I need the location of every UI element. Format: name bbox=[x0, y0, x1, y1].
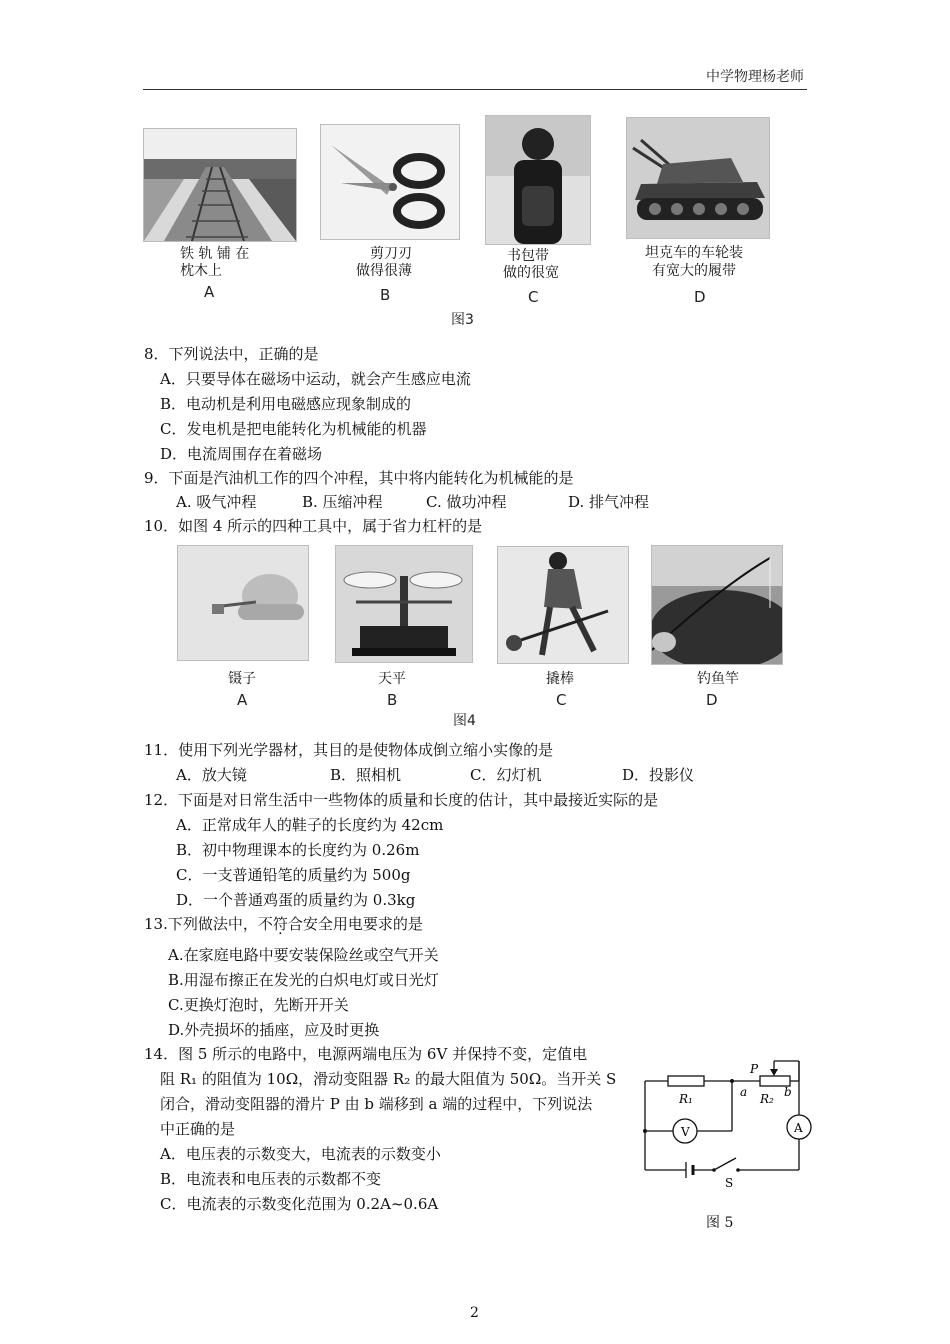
figure4-letter-c: C bbox=[556, 691, 567, 709]
q8-option-a: A．只要导体在磁场中运动，就会产生感应电流 bbox=[160, 370, 471, 388]
q14-option-a: A．电压表的示数变大，电流表的示数变小 bbox=[160, 1145, 441, 1163]
figure4-photo-d-fishing-rod bbox=[651, 545, 783, 665]
q14-line-2: 阻 R₁ 的阻值为 10Ω，滑动变阻器 R₂ 的最大阻值为 50Ω。当开关 S bbox=[160, 1070, 617, 1088]
q8-option-d: D．电流周围存在着磁场 bbox=[160, 445, 323, 463]
figure3-caption-d-line1: 坦克车的车轮装 bbox=[645, 245, 743, 261]
header-rule bbox=[143, 89, 807, 90]
tweezers-image bbox=[178, 546, 308, 660]
figure5-label-ammeter: A bbox=[794, 1121, 803, 1135]
figure3-caption-a-line2: 枕木上 bbox=[180, 263, 222, 279]
q13-stem bbox=[144, 915, 423, 933]
figure4-caption-a: 镊子 bbox=[228, 671, 256, 687]
q13-stem-pre: 13.下列做法中， bbox=[144, 915, 258, 933]
figure3-caption-c-line1: 书包带 bbox=[507, 248, 549, 264]
figure3-photo-b-scissors bbox=[320, 124, 460, 240]
schoolbag-image bbox=[486, 116, 590, 244]
figure3-photo-c-schoolbag bbox=[485, 115, 591, 245]
q11-option-a: A．放大镜 bbox=[176, 766, 247, 784]
figure4-letter-b: B bbox=[387, 691, 398, 709]
crowbar-image bbox=[498, 547, 628, 663]
q8-option-b: B．电动机是利用电磁感应现象制成的 bbox=[160, 395, 412, 413]
figure4-photo-c-crowbar bbox=[497, 546, 629, 664]
q14-line-1: 14．图 5 所示的电路中，电源两端电压为 6V 并保持不变，定值电 bbox=[144, 1045, 588, 1063]
figure4-letter-a: A bbox=[237, 691, 248, 709]
figure5-label-p: P bbox=[750, 1062, 759, 1076]
figure4-caption: 图4 bbox=[453, 713, 476, 729]
figure3-letter-b: B bbox=[380, 286, 391, 304]
figure3-letter-a: A bbox=[204, 283, 215, 301]
q14-line-4: 中正确的是 bbox=[160, 1120, 236, 1138]
figure3-caption-a-line1: 铁 轨 铺 在 bbox=[180, 246, 250, 262]
figure3-caption-c-line2: 做的很宽 bbox=[503, 265, 559, 281]
figure3-caption-b-line1: 剪刀刃 bbox=[370, 246, 412, 262]
q14-option-c: C．电流表的示数变化范围为 0.2A~0.6A bbox=[160, 1195, 439, 1213]
page-number: 2 bbox=[470, 1305, 479, 1321]
figure4-letter-d: D bbox=[706, 691, 718, 709]
q14-line-3: 闭合，滑动变阻器的滑片 P 由 b 端移到 a 端的过程中，下列说法 bbox=[160, 1095, 593, 1113]
q11-option-d: D．投影仪 bbox=[622, 766, 695, 784]
figure3-photo-a-railway bbox=[143, 128, 297, 242]
figure3-photo-d-tank bbox=[626, 117, 770, 239]
q11-stem: 11．使用下列光学器材，其目的是使物体成倒立缩小实像的是 bbox=[144, 741, 554, 759]
q9-option-a: A. 吸气冲程 bbox=[176, 493, 257, 511]
figure5-label-a: a bbox=[740, 1085, 748, 1099]
balance-image bbox=[336, 546, 472, 662]
figure5-label-b: b bbox=[784, 1085, 792, 1099]
q8-stem: 8．下列说法中，正确的是 bbox=[144, 345, 319, 363]
figure5-caption: 图 5 bbox=[706, 1215, 734, 1231]
figure4-photo-b-balance bbox=[335, 545, 473, 663]
q12-option-c: C．一支普通铅笔的质量约为 500g bbox=[176, 866, 411, 884]
figure3-letter-d: D bbox=[694, 288, 706, 306]
figure4-caption-d: 钓鱼竿 bbox=[697, 671, 739, 687]
figure5-label-r1: R₁ bbox=[679, 1092, 693, 1106]
q9-stem: 9．下面是汽油机工作的四个冲程，其中将内能转化为机械能的是 bbox=[144, 469, 574, 487]
q9-option-d: D. 排气冲程 bbox=[568, 493, 650, 511]
q13-stem-post: 安全用电要求的是 bbox=[302, 915, 423, 933]
figure4-caption-c: 撬棒 bbox=[546, 671, 574, 687]
tank-image bbox=[627, 118, 769, 238]
figure3-caption: 图3 bbox=[451, 312, 474, 328]
fishing-rod-image bbox=[652, 546, 782, 664]
figure5-label-switch: S bbox=[725, 1176, 734, 1190]
q9-option-c: C. 做功冲程 bbox=[426, 493, 507, 511]
q8-option-c: C．发电机是把电能转化为机械能的机器 bbox=[160, 420, 427, 438]
figure3-letter-c: C bbox=[528, 288, 539, 306]
figure5-label-r2: R₂ bbox=[760, 1092, 774, 1106]
scissors-image bbox=[321, 125, 459, 239]
figure4-caption-b: 天平 bbox=[378, 671, 406, 687]
page-header: 中学物理杨老师 bbox=[706, 69, 804, 85]
q12-option-d: D．一个普通鸡蛋的质量约为 0.3kg bbox=[176, 891, 416, 909]
q13-option-b: B.用湿布擦正在发光的白炽电灯或日光灯 bbox=[168, 971, 439, 989]
q12-option-b: B．初中物理课本的长度约为 0.26m bbox=[176, 841, 420, 859]
railway-image bbox=[144, 129, 296, 241]
q11-option-c: C．幻灯机 bbox=[470, 766, 542, 784]
figure3-caption-b-line2: 做得很薄 bbox=[356, 263, 412, 279]
figure3-caption-d-line2: 有宽大的履带 bbox=[652, 263, 736, 279]
q9-option-b: B. 压缩冲程 bbox=[302, 493, 383, 511]
q14-option-b: B．电流表和电压表的示数都不变 bbox=[160, 1170, 382, 1188]
q13-stem-emphasis: 不符合 bbox=[257, 915, 303, 933]
q12-stem: 12．下面是对日常生活中一些物体的质量和长度的估计，其中最接近实际的是 bbox=[144, 791, 659, 809]
q13-option-d: D.外壳损坏的插座，应及时更换 bbox=[168, 1021, 380, 1039]
figure5-circuit-diagram bbox=[636, 1055, 826, 1195]
q12-option-a: A．正常成年人的鞋子的长度约为 42cm bbox=[176, 816, 444, 834]
q13-option-a: A.在家庭电路中要安装保险丝或空气开关 bbox=[168, 946, 439, 964]
figure4-photo-a-tweezers bbox=[177, 545, 309, 661]
q10-stem: 10．如图 4 所示的四种工具中，属于省力杠杆的是 bbox=[144, 517, 483, 535]
q11-option-b: B．照相机 bbox=[330, 766, 402, 784]
q13-option-c: C.更换灯泡时，先断开开关 bbox=[168, 996, 349, 1014]
figure5-label-voltmeter: V bbox=[681, 1125, 690, 1139]
